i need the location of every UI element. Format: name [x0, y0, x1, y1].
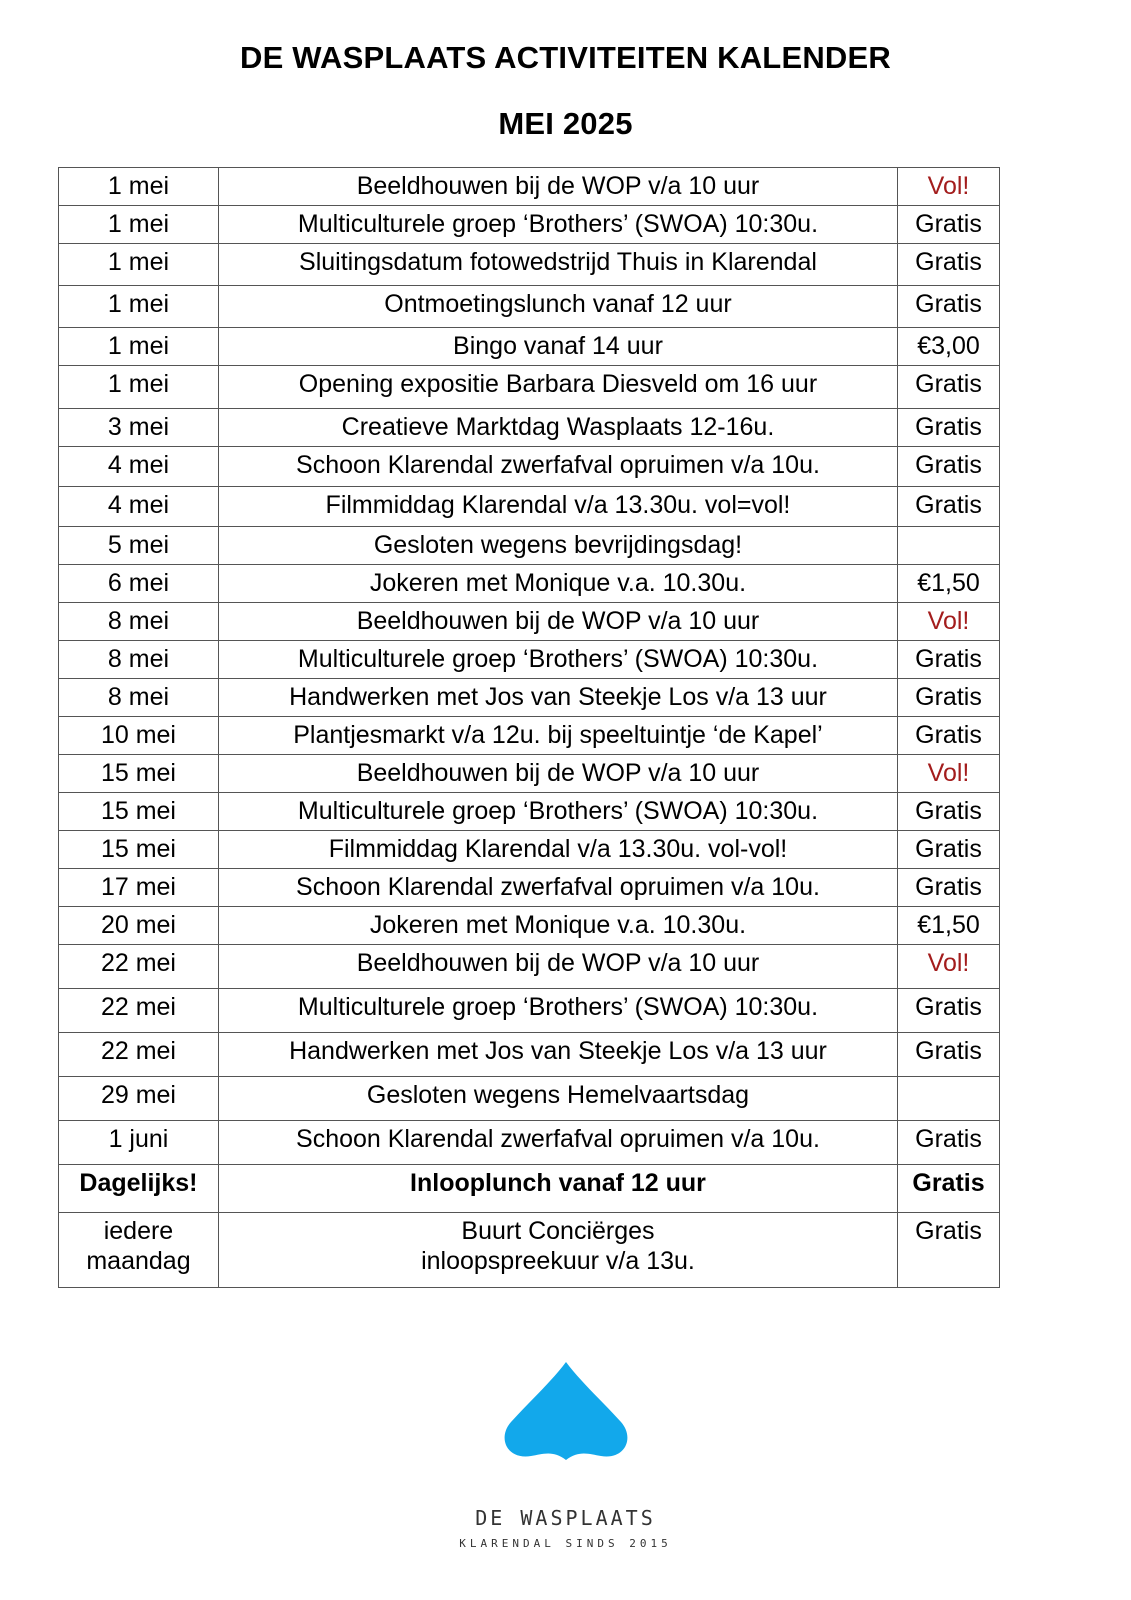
- price-cell: Gratis: [898, 487, 1000, 527]
- table-row: [59, 244, 1000, 286]
- activity-cell: Multiculturele groep ‘Brothers’ (SWOA) 10:30u.: [218, 641, 897, 679]
- activity-cell: Sluitingsdatum fotowedstrijd Thuis in Klarendal: [218, 244, 897, 286]
- price-cell: [898, 1077, 1000, 1121]
- table-row: [59, 755, 1000, 793]
- activity-cell: Gesloten wegens bevrijdingsdag!: [218, 527, 897, 565]
- logo: [0, 1360, 1131, 1480]
- price-cell: Gratis: [898, 641, 1000, 679]
- date-cell: 15 mei: [59, 793, 219, 831]
- price-cell: Gratis: [898, 366, 1000, 409]
- date-cell: 1 juni: [59, 1121, 219, 1165]
- date-cell: Dagelijks!: [59, 1165, 219, 1213]
- date-cell: 1 mei: [59, 168, 219, 206]
- date-cell: 1 mei: [59, 244, 219, 286]
- activity-cell: Opening expositie Barbara Diesveld om 16 uur: [218, 366, 897, 409]
- date-cell: 29 mei: [59, 1077, 219, 1121]
- price-cell: Gratis: [898, 717, 1000, 755]
- table-row: [59, 641, 1000, 679]
- price-cell: Gratis: [898, 1165, 1000, 1213]
- activity-cell: Inlooplunch vanaf 12 uur: [218, 1165, 897, 1213]
- table-row: [59, 366, 1000, 409]
- activity-cell: Filmmiddag Klarendal v/a 13.30u. vol-vol!: [218, 831, 897, 869]
- date-cell: 22 mei: [59, 989, 219, 1033]
- table-row: [59, 1077, 1000, 1121]
- date-cell: 1 mei: [59, 328, 219, 366]
- activity-cell: Beeldhouwen bij de WOP v/a 10 uur: [218, 168, 897, 206]
- activity-cell: Creatieve Marktdag Wasplaats 12-16u.: [218, 409, 897, 447]
- table-row: [59, 945, 1000, 989]
- date-cell: 15 mei: [59, 831, 219, 869]
- date-cell: 10 mei: [59, 717, 219, 755]
- activity-cell: Beeldhouwen bij de WOP v/a 10 uur: [218, 755, 897, 793]
- logo-tagline: KLARENDAL SINDS 2015: [459, 1537, 672, 1550]
- date-cell: 1 mei: [59, 206, 219, 244]
- date-cell: 1 mei: [59, 366, 219, 409]
- date-cell: 22 mei: [59, 1033, 219, 1077]
- date-cell: 20 mei: [59, 907, 219, 945]
- price-cell: Gratis: [898, 1121, 1000, 1165]
- page-subtitle: MEI 2025: [498, 106, 633, 141]
- table-row: [59, 679, 1000, 717]
- activity-cell: Schoon Klarendal zwerfafval opruimen v/a 10u.: [218, 869, 897, 907]
- table-row: [59, 328, 1000, 366]
- price-cell: Gratis: [898, 1213, 1000, 1288]
- date-cell: 6 mei: [59, 565, 219, 603]
- activity-cell: Handwerken met Jos van Steekje Los v/a 13 uur: [218, 1033, 897, 1077]
- date-cell: 22 mei: [59, 945, 219, 989]
- activity-cell: Schoon Klarendal zwerfafval opruimen v/a 10u.: [218, 1121, 897, 1165]
- price-cell: €3,00: [898, 328, 1000, 366]
- activity-cell: Gesloten wegens Hemelvaartsdag: [218, 1077, 897, 1121]
- price-cell: €1,50: [898, 907, 1000, 945]
- date-cell: 15 mei: [59, 755, 219, 793]
- table-row: [59, 409, 1000, 447]
- activity-cell: Jokeren met Monique v.a. 10.30u.: [218, 907, 897, 945]
- activity-cell: Multiculturele groep ‘Brothers’ (SWOA) 10:30u.: [218, 206, 897, 244]
- table-row: [59, 717, 1000, 755]
- price-cell: Gratis: [898, 831, 1000, 869]
- price-cell: Gratis: [898, 679, 1000, 717]
- price-cell: Gratis: [898, 409, 1000, 447]
- table-row: [59, 1213, 1000, 1288]
- price-cell: Gratis: [898, 793, 1000, 831]
- date-cell: 8 mei: [59, 679, 219, 717]
- date-cell: 17 mei: [59, 869, 219, 907]
- date-cell: iedere maandag: [59, 1213, 219, 1288]
- date-cell: 8 mei: [59, 603, 219, 641]
- price-cell: Gratis: [898, 206, 1000, 244]
- table-row: [59, 447, 1000, 487]
- table-row: [59, 1121, 1000, 1165]
- date-cell: 4 mei: [59, 447, 219, 487]
- price-cell: Gratis: [898, 286, 1000, 328]
- price-cell: [898, 527, 1000, 565]
- price-cell: Vol!: [898, 168, 1000, 206]
- activity-cell: Handwerken met Jos van Steekje Los v/a 13 uur: [218, 679, 897, 717]
- table-row: [59, 1033, 1000, 1077]
- table-row: [59, 286, 1000, 328]
- activity-cell: Plantjesmarkt v/a 12u. bij speeltuintje ‘de Kapel’: [218, 717, 897, 755]
- activity-cell: Jokeren met Monique v.a. 10.30u.: [218, 565, 897, 603]
- activity-cell: Beeldhouwen bij de WOP v/a 10 uur: [218, 603, 897, 641]
- price-cell: Gratis: [898, 447, 1000, 487]
- activity-cell: Bingo vanaf 14 uur: [218, 328, 897, 366]
- table-row: [59, 831, 1000, 869]
- table-row: [59, 565, 1000, 603]
- table-row: [59, 527, 1000, 565]
- activity-cell: Ontmoetingslunch vanaf 12 uur: [218, 286, 897, 328]
- activity-cell: Filmmiddag Klarendal v/a 13.30u. vol=vol!: [218, 487, 897, 527]
- price-cell: €1,50: [898, 565, 1000, 603]
- price-cell: Gratis: [898, 1033, 1000, 1077]
- price-cell: Gratis: [898, 869, 1000, 907]
- table-row: [59, 907, 1000, 945]
- price-cell: Vol!: [898, 603, 1000, 641]
- price-cell: Vol!: [898, 945, 1000, 989]
- table-row: [59, 168, 1000, 206]
- table-row: [59, 869, 1000, 907]
- date-cell: 1 mei: [59, 286, 219, 328]
- activity-cell: Beeldhouwen bij de WOP v/a 10 uur: [218, 945, 897, 989]
- logo-name: DE WASPLAATS: [475, 1506, 656, 1530]
- table-row: [59, 989, 1000, 1033]
- date-cell: 8 mei: [59, 641, 219, 679]
- table-row: [59, 603, 1000, 641]
- activity-cell: Multiculturele groep ‘Brothers’ (SWOA) 10:30u.: [218, 793, 897, 831]
- page-title: DE WASPLAATS ACTIVITEITEN KALENDER: [240, 40, 891, 75]
- date-cell: 4 mei: [59, 487, 219, 527]
- price-cell: Gratis: [898, 989, 1000, 1033]
- activity-cell: Multiculturele groep ‘Brothers’ (SWOA) 10:30u.: [218, 989, 897, 1033]
- table-row: [59, 1165, 1000, 1213]
- price-cell: Gratis: [898, 244, 1000, 286]
- table-row: [59, 206, 1000, 244]
- activity-cell: Schoon Klarendal zwerfafval opruimen v/a 10u.: [218, 447, 897, 487]
- water-drop-icon: [501, 1360, 631, 1475]
- activity-cell: Buurt Conciërges inloopspreekuur v/a 13u.: [218, 1213, 897, 1288]
- table-row: [59, 793, 1000, 831]
- date-cell: 3 mei: [59, 409, 219, 447]
- price-cell: Vol!: [898, 755, 1000, 793]
- activity-calendar-table: [58, 167, 1000, 1288]
- table-row: [59, 487, 1000, 527]
- date-cell: 5 mei: [59, 527, 219, 565]
